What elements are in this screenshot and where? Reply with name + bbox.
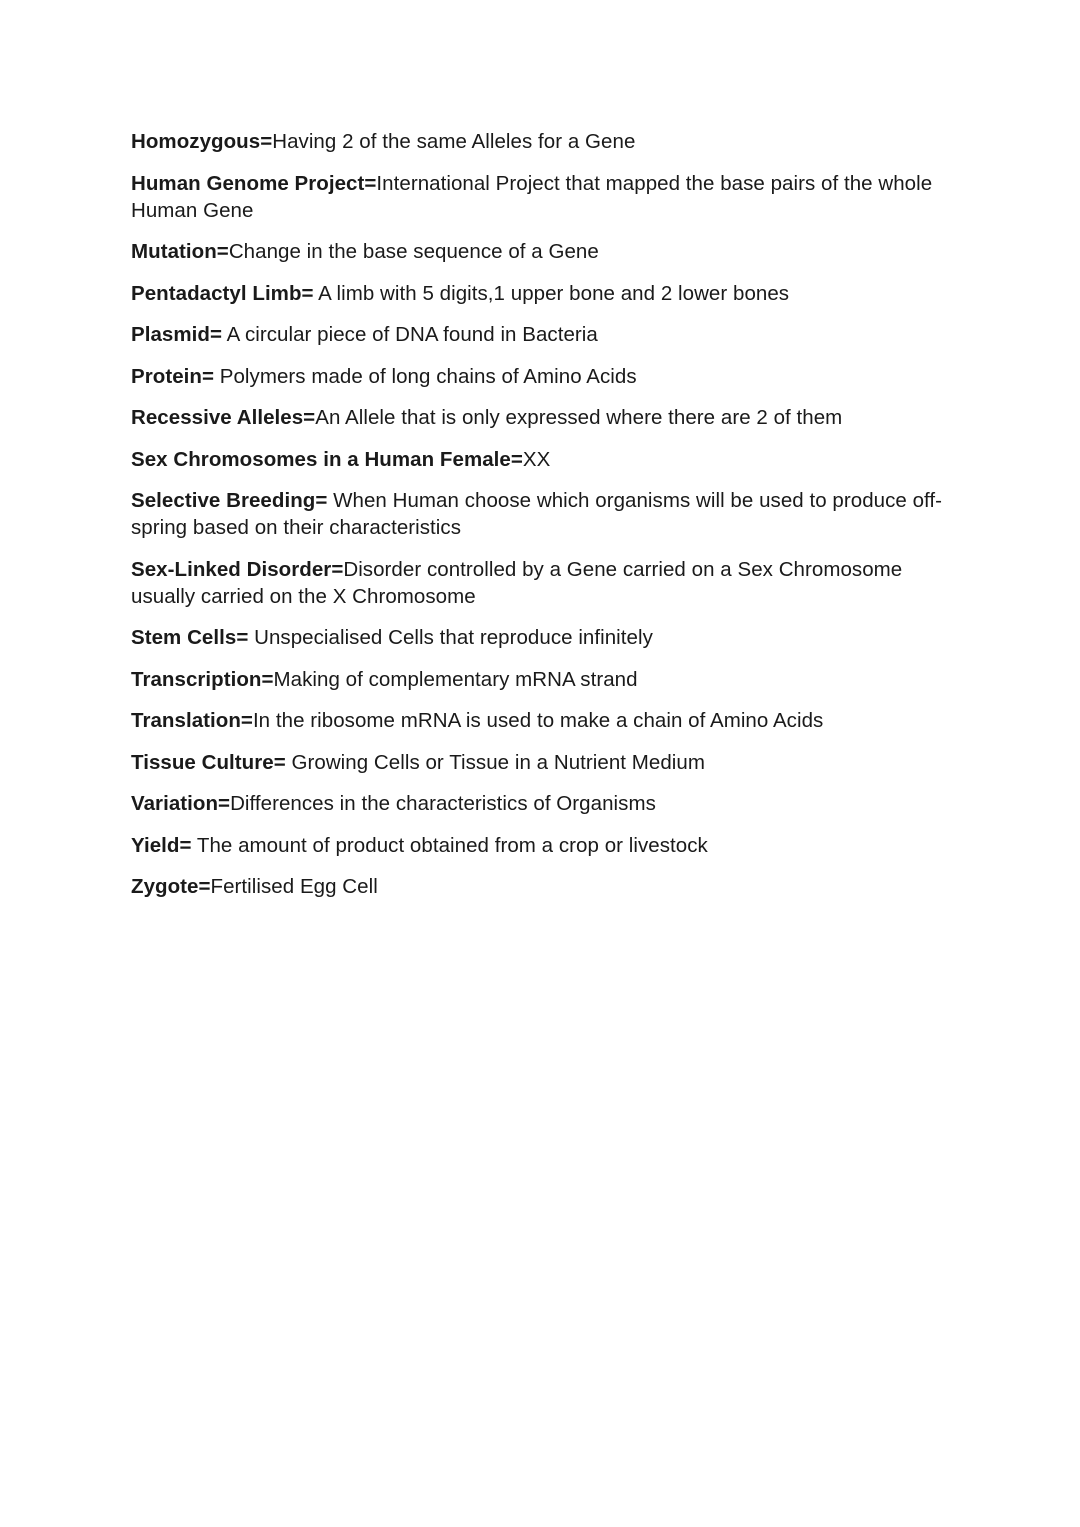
glossary-entry-stem-cells (131, 624, 961, 651)
glossary-entry-yield (131, 832, 961, 859)
glossary-entry-recessive-alleles (131, 404, 961, 431)
glossary-definition: Disorder controlled by a Gene carried on a Sex Chromosome usually carried on the X Chromosome (131, 557, 903, 608)
glossary-definition: XX (522, 447, 551, 471)
glossary-entry-sex-linked-disorder (131, 556, 961, 610)
glossary-definition: Having 2 of the same Alleles for a Gene (272, 130, 636, 153)
glossary-definition: Unspecialised Cells that reproduce infinitely (248, 626, 653, 649)
glossary-term: Homozygous= (131, 130, 273, 153)
glossary-definition: A circular piece of DNA found in Bacteria (222, 323, 598, 346)
glossary-definition: The amount of product obtained from a crop or livestock (191, 833, 708, 857)
glossary-term: Plasmid= (131, 323, 222, 346)
glossary-definition: Fertilised Egg Cell (210, 875, 378, 898)
glossary-entry-protein (131, 363, 961, 390)
glossary-entry-tissue-culture (131, 749, 961, 776)
glossary-definition: Change in the base sequence of a Gene (228, 240, 599, 263)
glossary-term: Yield= (131, 833, 192, 857)
glossary-term: Sex-Linked Disorder= (131, 557, 344, 581)
glossary-definition: An Allele that is only expressed where there are 2 of them (315, 406, 843, 429)
glossary-term: Human Genome Project= (131, 171, 377, 195)
glossary-term: Variation= (131, 792, 231, 815)
glossary-entry-homozygous (131, 128, 961, 155)
glossary-term: Protein= (131, 364, 214, 388)
glossary-term: Stem Cells= (131, 626, 249, 649)
glossary-entry-mutation (131, 238, 961, 265)
glossary-entry-transcription (131, 666, 961, 693)
glossary-term: Selective Breeding= (131, 489, 328, 512)
glossary-term: Mutation= (131, 240, 229, 263)
glossary-term: Pentadactyl Limb= (131, 281, 314, 305)
glossary-entry-variation (131, 790, 961, 817)
glossary-term: Translation= (131, 709, 253, 732)
glossary-definition: International Project that mapped the base pairs of the whole Human Gene (131, 171, 933, 222)
glossary-entry-human-genome-project (131, 170, 961, 224)
glossary-term: Zygote= (131, 875, 211, 898)
glossary-definition: Differences in the characteristics of Organisms (230, 792, 656, 815)
glossary-definition: In the ribosome mRNA is used to make a chain of Amino Acids (252, 709, 824, 732)
glossary-term: Tissue Culture= (131, 750, 286, 774)
glossary-entry-selective-breeding (131, 487, 961, 541)
glossary-entry-zygote (131, 873, 961, 900)
glossary-term: Sex Chromosomes in a Human Female= (131, 447, 523, 471)
glossary-entry-plasmid (131, 321, 961, 348)
glossary-entry-translation (131, 707, 961, 734)
glossary-definition: Polymers made of long chains of Amino Acids (214, 364, 637, 388)
glossary-term: Recessive Alleles= (131, 406, 316, 429)
glossary-definition: Growing Cells or Tissue in a Nutrient Medium (285, 750, 705, 774)
glossary-definition: Making of complementary mRNA strand (273, 667, 638, 691)
glossary-term: Transcription= (131, 667, 274, 691)
glossary-entry-sex-chromosomes-female (131, 446, 961, 473)
glossary-definition: A limb with 5 digits,1 upper bone and 2 lower bones (313, 281, 790, 305)
glossary-definition: When Human choose which organisms will be used to produce off-spring based on their characteristics (131, 489, 943, 539)
glossary-entry-pentadactyl-limb (131, 280, 961, 307)
glossary-page (131, 128, 961, 915)
